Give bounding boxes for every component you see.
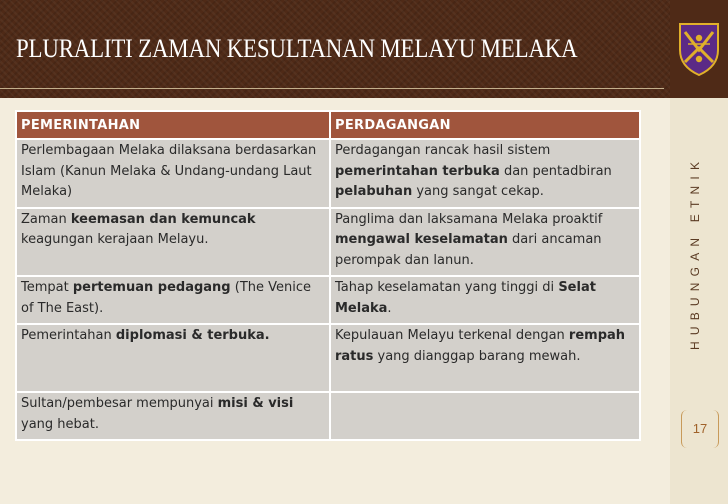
cell-text: Kepulauan Melayu terkenal dengan — [335, 328, 569, 343]
table-row — [16, 324, 640, 392]
university-crest-icon — [677, 20, 721, 76]
cell-text: yang dianggap barang mewah. — [373, 348, 581, 364]
table-cell — [16, 392, 330, 440]
cell-text-bold: rempah ratus — [335, 328, 626, 364]
table-cell — [16, 208, 330, 277]
cell-text: (The Venice of The East). — [21, 280, 312, 316]
cell-text: Tahap keselamatan yang tinggi di — [335, 280, 559, 295]
cell-text: dari ancaman perompak dan lanun. — [335, 232, 602, 268]
table-cell — [16, 139, 330, 208]
cell-text-bold: diplomasi & terbuka. — [115, 328, 270, 343]
header-pemerintahan: PEMERINTAHAN — [16, 111, 330, 139]
cell-text: Perdagangan rancak hasil sistem — [335, 143, 551, 158]
table-cell — [330, 276, 640, 324]
table-row — [16, 276, 640, 324]
cell-text-bold: keemasan dan kemuncak — [70, 211, 256, 227]
cell-text: yang sangat cekap. — [412, 184, 544, 199]
table-row — [16, 139, 640, 208]
cell-text-bold: pertemuan pedagang — [72, 280, 231, 295]
table-cell — [330, 392, 640, 440]
cell-text: yang hebat. — [21, 416, 99, 432]
page-number: 17 — [681, 410, 719, 448]
comparison-table — [15, 110, 639, 441]
cell-text: Zaman — [21, 211, 71, 227]
cell-text: Sultan/pembesar mempunyai — [21, 396, 218, 411]
cell-text: Panglima dan laksamana Melaka proaktif — [335, 211, 603, 227]
cell-text: Pemerintahan — [21, 328, 116, 343]
logo-box — [670, 0, 728, 98]
cell-text: Perlembagaan Melaka dilaksana berdasarkan Islam (Kanun Melaka & Undang-undang Laut Melaka) — [21, 143, 317, 199]
table-row — [16, 208, 640, 277]
table-cell — [16, 324, 330, 392]
slide-title: PLURALITI ZAMAN KESULTANAN MELAYU MELAKA — [16, 34, 578, 63]
table-cell — [330, 324, 640, 392]
table-header-row — [16, 111, 640, 139]
table-cell — [330, 139, 640, 208]
cell-text-bold: misi & visi — [217, 396, 294, 411]
table-cell — [16, 276, 330, 324]
cell-text-bold: pemerintahan terbuka — [335, 163, 500, 179]
cell-text: dan pentadbiran — [499, 163, 612, 179]
table-row — [16, 392, 640, 440]
side-label: HUBUNGAN ETNIK — [688, 155, 702, 350]
cell-text-bold: pelabuhan — [335, 184, 413, 199]
header-divider — [0, 88, 664, 89]
cell-text: keagungan kerajaan Melayu. — [21, 232, 209, 247]
cell-text-bold: Selat Melaka — [335, 280, 596, 316]
cell-text: . — [387, 300, 392, 316]
table-cell — [330, 208, 640, 277]
cell-text-bold: mengawal keselamatan — [335, 232, 508, 247]
header-perdagangan: PERDAGANGAN — [330, 111, 640, 139]
cell-text: Tempat — [21, 280, 73, 295]
